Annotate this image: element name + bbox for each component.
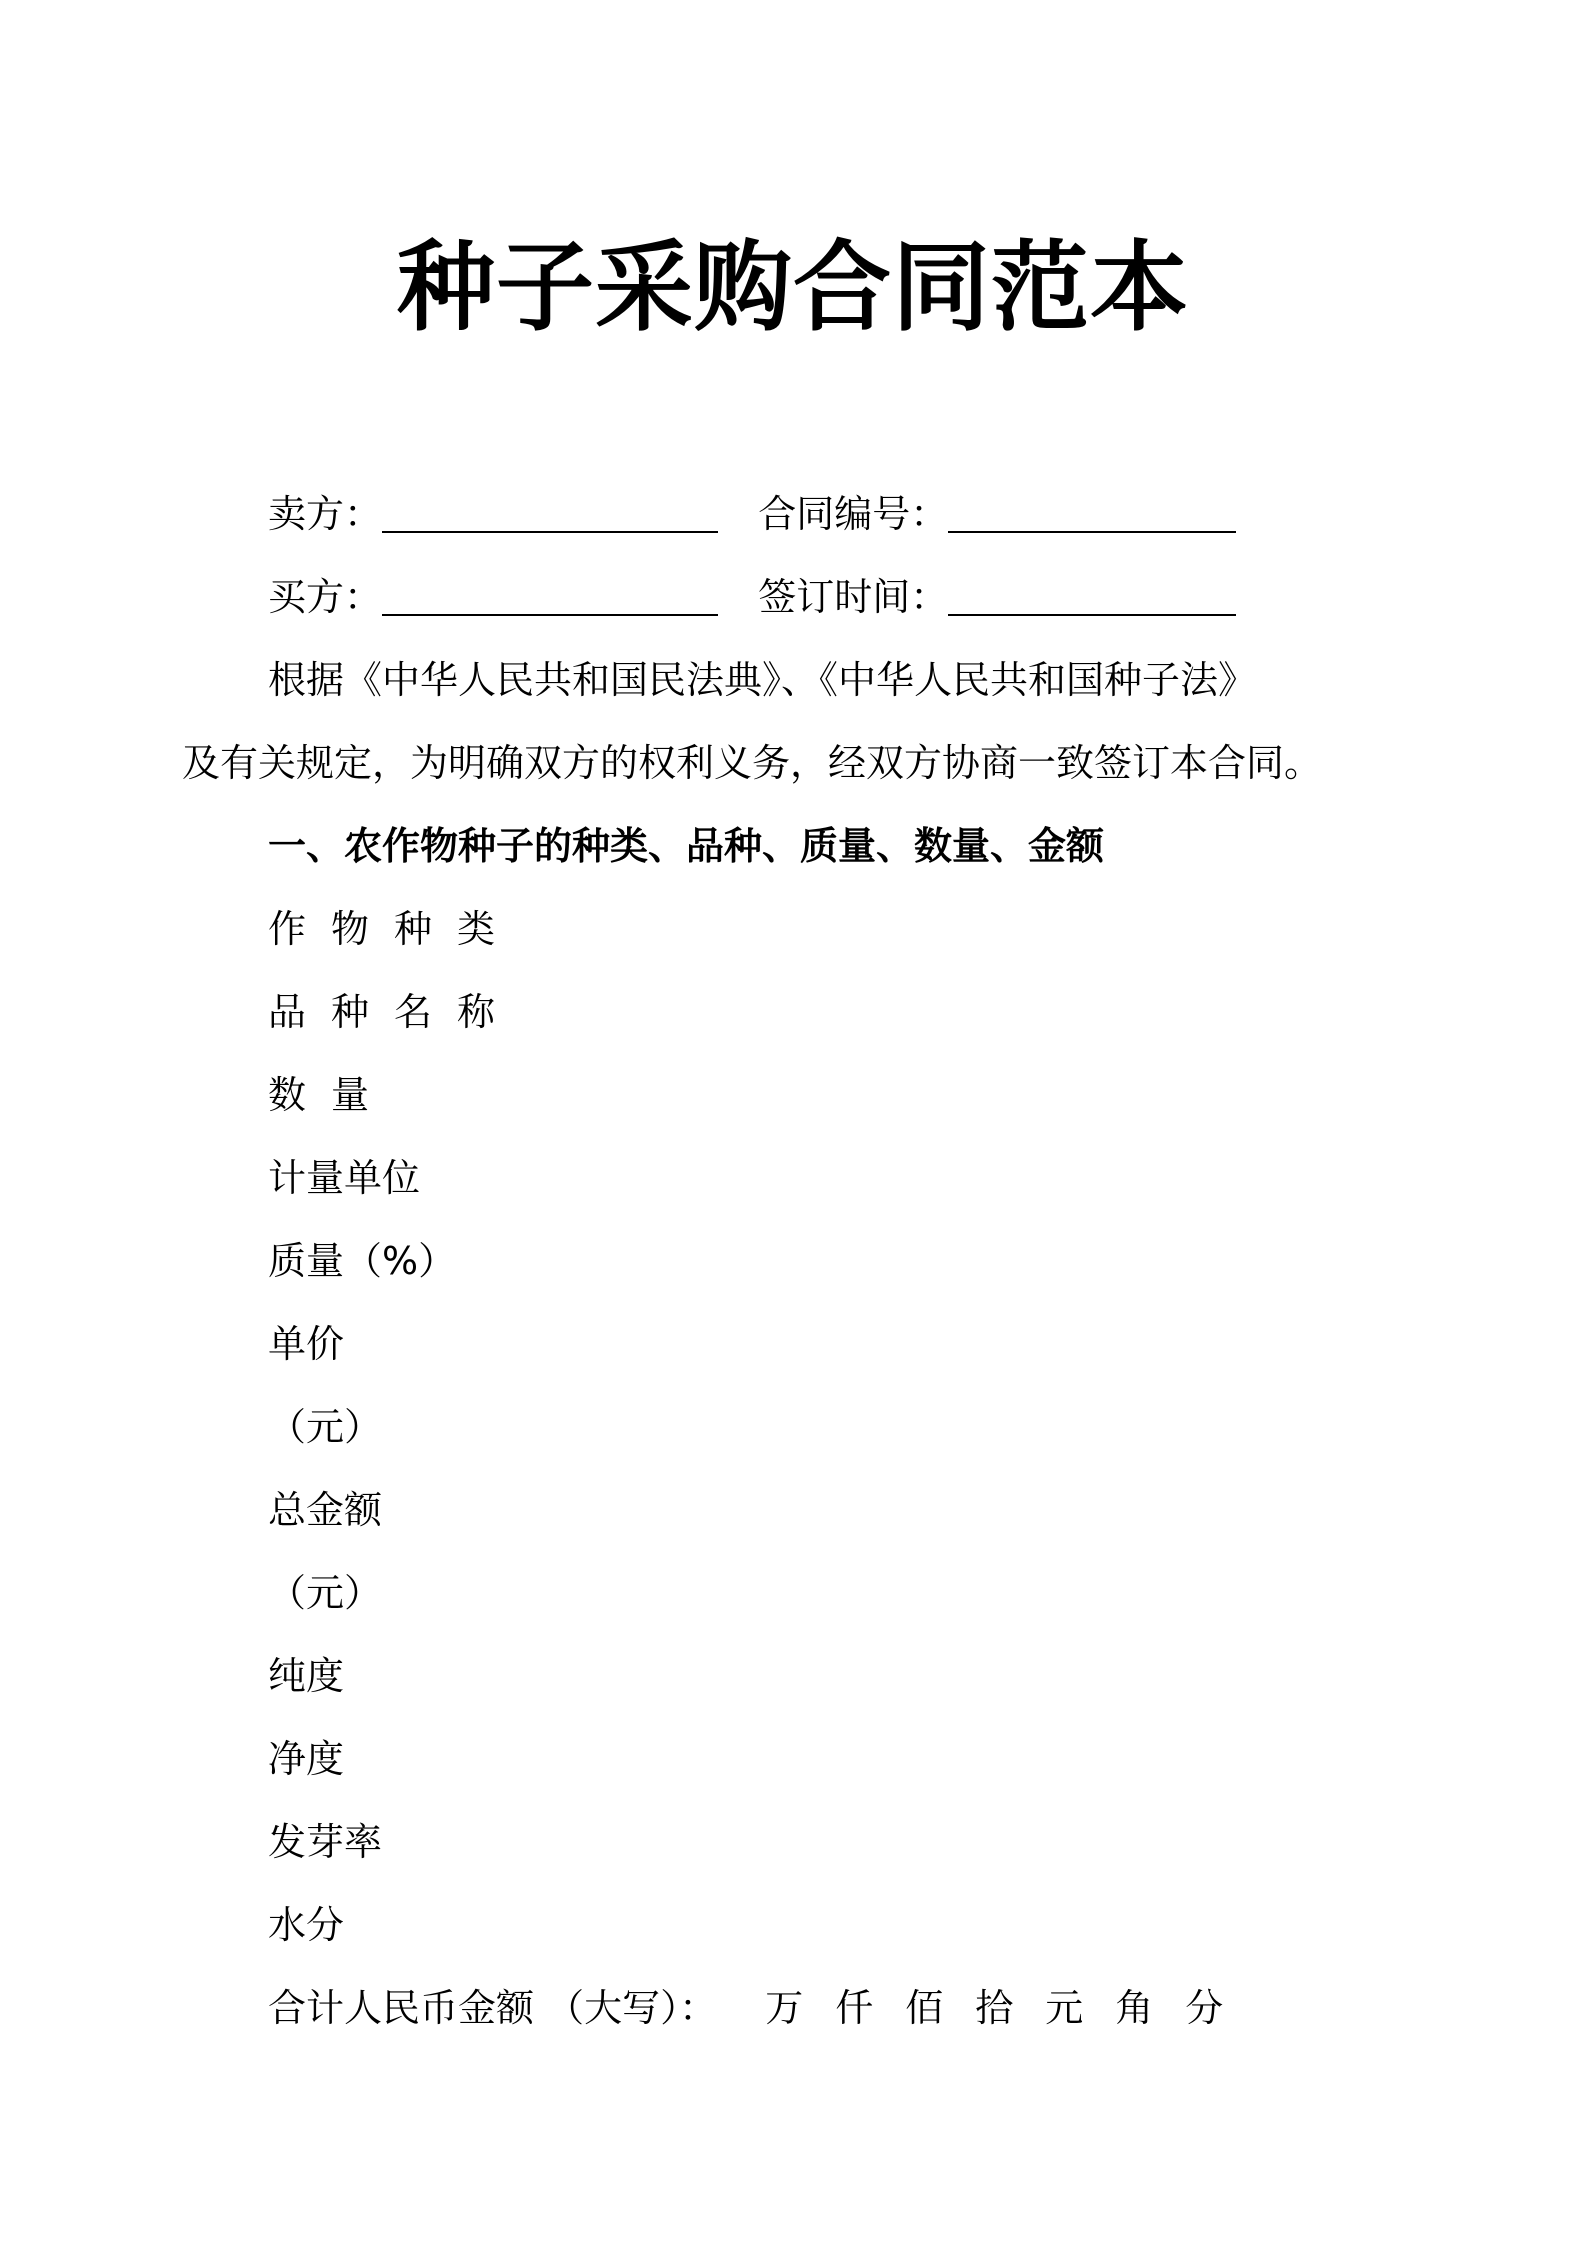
field-germination-rate: 发芽率 bbox=[268, 1820, 383, 1864]
total-rmb-row bbox=[268, 1983, 1255, 2033]
field-quality: 质量（%） bbox=[268, 1239, 457, 1283]
intro-line-1: 根据《中华人民共和国民法典》、《中华人民共和国种子法》 bbox=[268, 658, 1257, 702]
intro-line-2: 及有关规定，为明确双方的权利义务，经双方协商一致签订本合同。 bbox=[182, 741, 1323, 785]
total-rmb-units: 万仟佰拾元角分 bbox=[765, 1986, 1256, 2030]
seller-label: 卖方： bbox=[268, 492, 383, 536]
field-unit: 计量单位 bbox=[268, 1156, 421, 1200]
field-quantity: 数量 bbox=[268, 1073, 395, 1117]
field-variety-name: 品种名称 bbox=[268, 990, 521, 1034]
sign-date-label: 签订时间： bbox=[758, 575, 949, 619]
field-total-amount-currency: （元） bbox=[268, 1571, 383, 1615]
field-crop-type: 作物种类 bbox=[268, 907, 521, 951]
document-title: 种子采购合同范本 bbox=[396, 231, 1189, 345]
seller-blank[interactable] bbox=[382, 497, 718, 533]
section-1-heading: 一、农作物种子的种类、品种、质量、数量、金额 bbox=[268, 824, 1105, 868]
field-unit-price-currency: （元） bbox=[268, 1405, 383, 1449]
field-unit-price: 单价 bbox=[268, 1322, 345, 1366]
contract-number-blank[interactable] bbox=[948, 497, 1236, 533]
field-moisture: 水分 bbox=[268, 1903, 345, 1947]
buyer-row bbox=[268, 572, 1236, 622]
field-purity: 纯度 bbox=[268, 1654, 345, 1698]
total-rmb-label: 合计人民币金额 （大写）： bbox=[268, 1986, 718, 2030]
buyer-label: 买方： bbox=[268, 575, 383, 619]
sign-date-blank[interactable] bbox=[948, 580, 1236, 616]
field-total-amount: 总金额 bbox=[268, 1488, 383, 1532]
field-cleanliness: 净度 bbox=[268, 1737, 345, 1781]
seller-row bbox=[268, 489, 1236, 539]
buyer-blank[interactable] bbox=[382, 580, 718, 616]
contract-number-label: 合同编号： bbox=[758, 492, 949, 536]
